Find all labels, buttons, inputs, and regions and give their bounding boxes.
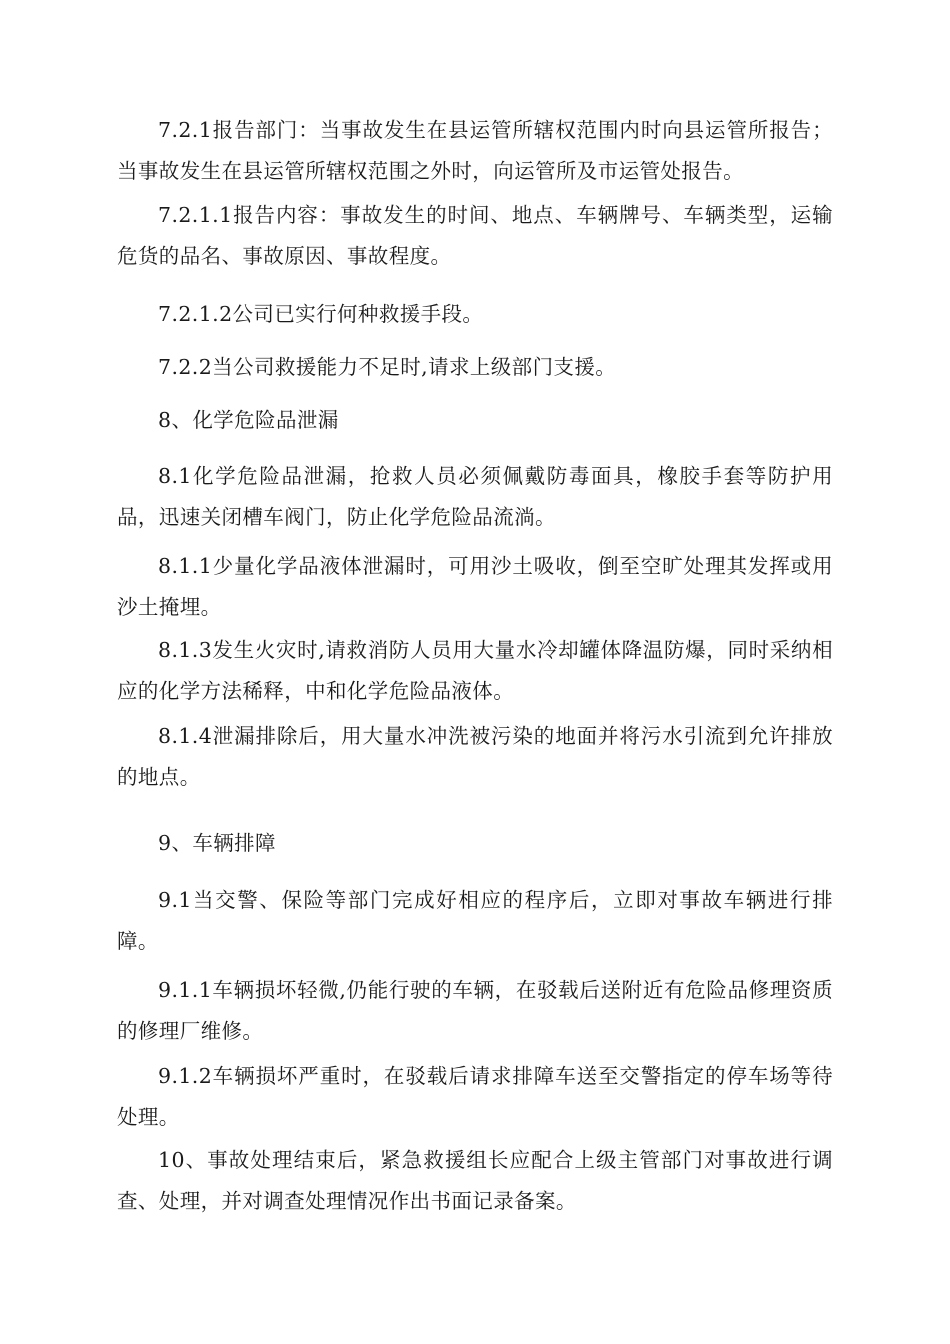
- section-heading-8: 8、化学危险品泄漏: [158, 408, 339, 432]
- paragraph-9-1-1: 9.1.1车辆损坏轻微,仍能行驶的车辆，在驳载后送附近有危险品修理资质的修理厂维修。: [117, 978, 833, 1043]
- paragraph-8-1-4: 8.1.4泄漏排除后，用大量水冲洗被污染的地面并将污水引流到允许排放的地点。: [117, 724, 833, 789]
- paragraph-7-2-1-2: 7.2.1.2公司已实行何种救援手段。: [158, 302, 484, 326]
- paragraph-7-2-1: 7.2.1报告部门：当事故发生在县运管所辖权范围内时向县运管所报告；当事故发生在县运管所辖权范围之外时，向运管所及市运管处报告。: [117, 118, 833, 183]
- paragraph-7-2-2: 7.2.2当公司救援能力不足时,请求上级部门支援。: [158, 355, 617, 379]
- paragraph-8-1-1: 8.1.1少量化学品液体泄漏时，可用沙土吸收，倒至空旷处理其发挥或用沙土掩埋。: [117, 554, 833, 619]
- paragraph-9-1-2: 9.1.2车辆损坏严重时，在驳载后请求排障车送至交警指定的停车场等待处理。: [117, 1064, 833, 1129]
- paragraph-7-2-1-1: 7.2.1.1报告内容：事故发生的时间、地点、车辆牌号、车辆类型，运输危货的品名、事故原因、事故程度。: [117, 203, 833, 268]
- paragraph-8-1-3: 8.1.3发生火灾时,请救消防人员用大量水冷却罐体降温防爆，同时采纳相应的化学方法稀释，中和化学危险品液体。: [117, 638, 833, 703]
- paragraph-8-1: 8.1化学危险品泄漏，抢救人员必须佩戴防毒面具，橡胶手套等防护用品，迅速关闭槽车阀门，防止化学危险品流淌。: [117, 464, 833, 529]
- paragraph-10: 10、事故处理结束后，紧急救援组长应配合上级主管部门对事故进行调查、处理，并对调查处理情况作出书面记录备案。: [117, 1148, 833, 1213]
- section-heading-9: 9、车辆排障: [158, 831, 276, 855]
- paragraph-9-1: 9.1当交警、保险等部门完成好相应的程序后，立即对事故车辆进行排障。: [117, 888, 833, 953]
